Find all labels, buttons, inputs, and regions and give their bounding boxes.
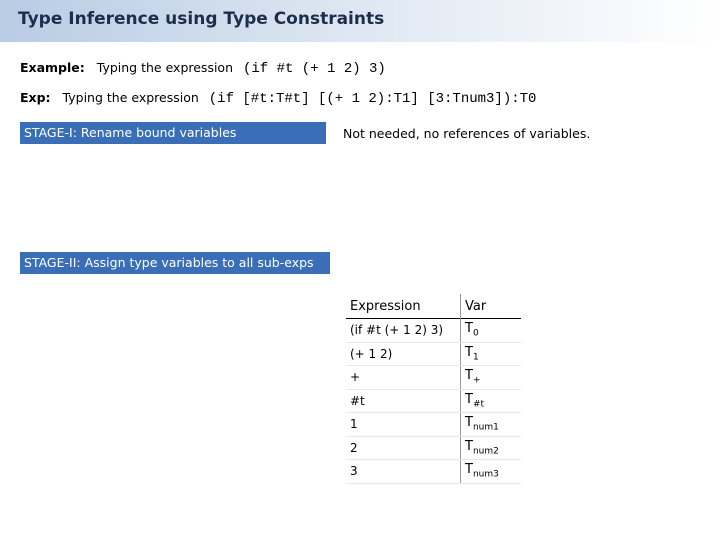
stage1-note: Not needed, no references of variables. [343, 126, 591, 141]
stage1-banner: STAGE-I: Rename bound variables [20, 122, 326, 144]
var-cell: $T_{num2}$ [461, 436, 522, 460]
example-label: Example: [20, 60, 85, 75]
expression-cell: 1 [346, 413, 461, 437]
expression-header: Expression [350, 298, 421, 314]
var-cell: $T_{num3}$ [461, 460, 522, 484]
var-cell: $T_{num1}$ [461, 413, 522, 437]
var-header: Var [461, 294, 522, 319]
var-cell: $T_+$ [461, 366, 522, 390]
slide-title: Type Inference using Type Constraints [18, 9, 385, 29]
table-row [346, 436, 521, 460]
example-line [20, 60, 386, 77]
exp-line [20, 90, 536, 107]
var-cell: $T_{\#t}$ [461, 389, 522, 413]
table-row [346, 460, 521, 484]
expression-cell: (+ 1 2) [346, 342, 461, 366]
table-row [346, 319, 521, 343]
table-row [346, 342, 521, 366]
var-cell: $T_1$ [461, 342, 522, 366]
expression-cell: #t [346, 389, 461, 413]
exp-label: Exp: [20, 90, 51, 105]
table-row [346, 413, 521, 437]
expression-cell: + [346, 366, 461, 390]
expression-cell: 2 [346, 436, 461, 460]
exp-text: Typing the expression [62, 90, 199, 105]
expression-cell: (if #t (+ 1 2) 3) [346, 319, 461, 343]
example-code: (if #t (+ 1 2) 3) [243, 61, 386, 77]
exp-code: (if [#t:T#t] [(+ 1 2):T1] [3:Tnum3]):T0 [208, 91, 537, 107]
var-cell: $T_0$ [461, 319, 522, 343]
example-text: Typing the expression [96, 60, 234, 75]
expression-cell: 3 [346, 460, 461, 484]
table-row [346, 389, 521, 413]
table-header-row [346, 294, 521, 319]
title-bar [0, 0, 720, 42]
table-row [346, 366, 521, 390]
type-variables-table [346, 294, 521, 484]
stage2-banner: STAGE-II: Assign type variables to all sub-exps [20, 252, 330, 274]
